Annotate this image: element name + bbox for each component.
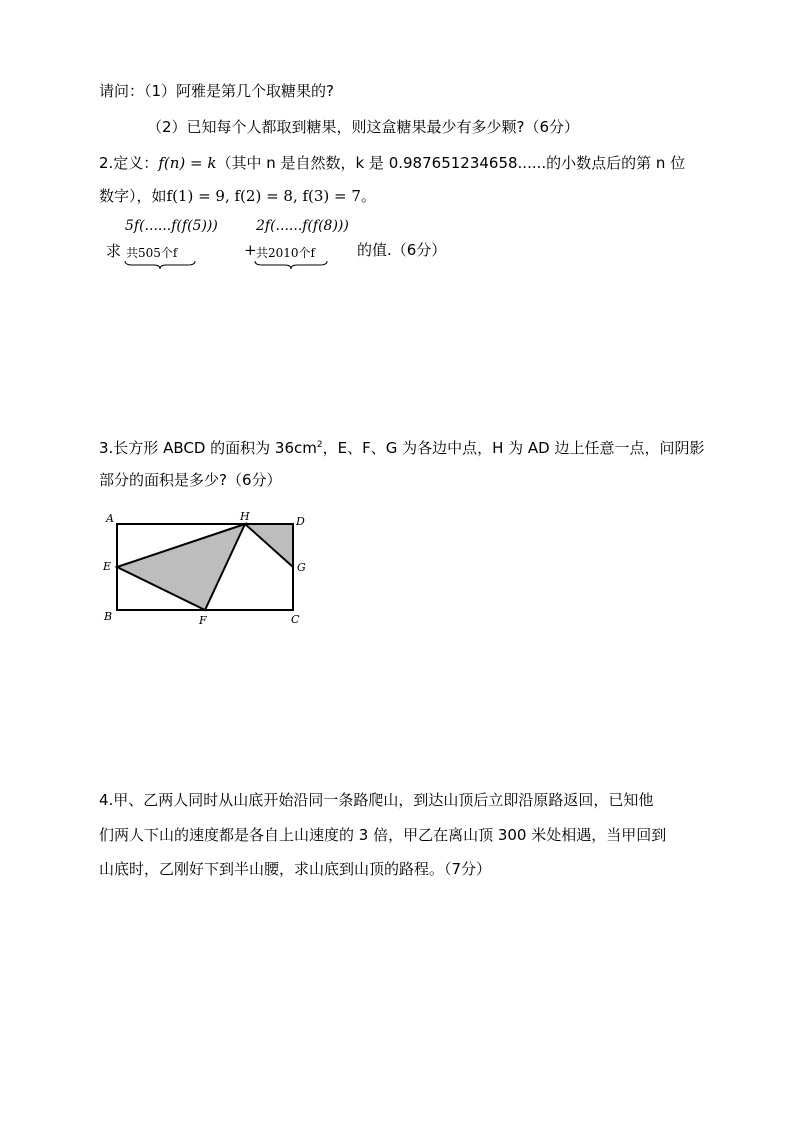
q3-line1 (99, 435, 705, 458)
q1-line2: （2）已知每个人都取到糖果，则这盒糖果最少有多少颗?（6分） (147, 118, 580, 136)
q2-line2 (99, 186, 376, 206)
q2-plus: + (244, 241, 257, 259)
q2-definition-expr: f(n) = k (158, 154, 217, 172)
shaded-triangle-HDG (245, 524, 293, 567)
q4-line2: 们两人下山的速度都是各自上山速度的 3 倍，甲乙在离山顶 300 米处相遇，当甲回到 (99, 826, 667, 844)
q2-prefix: 2.定义： (99, 154, 159, 172)
q3-line1-a: 3.长方形 ABCD 的面积为 36cm (99, 439, 317, 457)
label-D: D (296, 515, 305, 528)
q2-term1-bottom: 共505个f (126, 246, 178, 260)
q4-line3: 山底时，乙刚好下到半山腰，求山底到山顶的路程。（7分） (99, 860, 492, 878)
label-B: B (104, 610, 113, 623)
q2-line2-suffix: 。 (360, 187, 376, 205)
q2-term2-bottom: 共2010个f (256, 246, 315, 260)
label-G: G (297, 561, 306, 574)
q2-qiu: 求 (106, 242, 122, 260)
q3-line1-b: ，E、F、G 为各边中点，H 为 AD 边上任意一点，问阴影 (322, 439, 705, 457)
label-A: A (106, 512, 114, 525)
q2-line1 (99, 153, 685, 173)
q2-line2-prefix: 数字），如 (99, 187, 167, 205)
q4-line1: 4.甲、乙两人同时从山底开始沿同一条路爬山，到达山顶后立即沿原路返回，已知他 (99, 791, 654, 809)
q3-superscript: 2 (316, 440, 323, 450)
q3-rectangle-figure (100, 508, 315, 630)
q2-term1-top: 5f(......f(f(5))) (125, 218, 218, 234)
shaded-triangle-EHF (117, 524, 245, 610)
q2-examples: f(1) = 9, f(2) = 8, f(3) = 7 (166, 187, 361, 205)
q2-tail: 的值.（6分） (357, 241, 447, 259)
q3-line2: 部分的面积是多少?（6分） (99, 471, 282, 489)
q2-definition-text: （其中 n 是自然数，k 是 0.987651234658......的小数点后的第 n 位 (216, 154, 686, 172)
label-E: E (103, 560, 112, 573)
q2-term2-underbrace (254, 260, 328, 270)
q2-term2-top: 2f(......f(f(8))) (256, 218, 349, 234)
label-F: F (199, 614, 207, 627)
label-C: C (291, 613, 300, 626)
label-H: H (240, 510, 250, 523)
q1-line1: 请问：（1）阿雅是第几个取糖果的? (99, 82, 335, 100)
